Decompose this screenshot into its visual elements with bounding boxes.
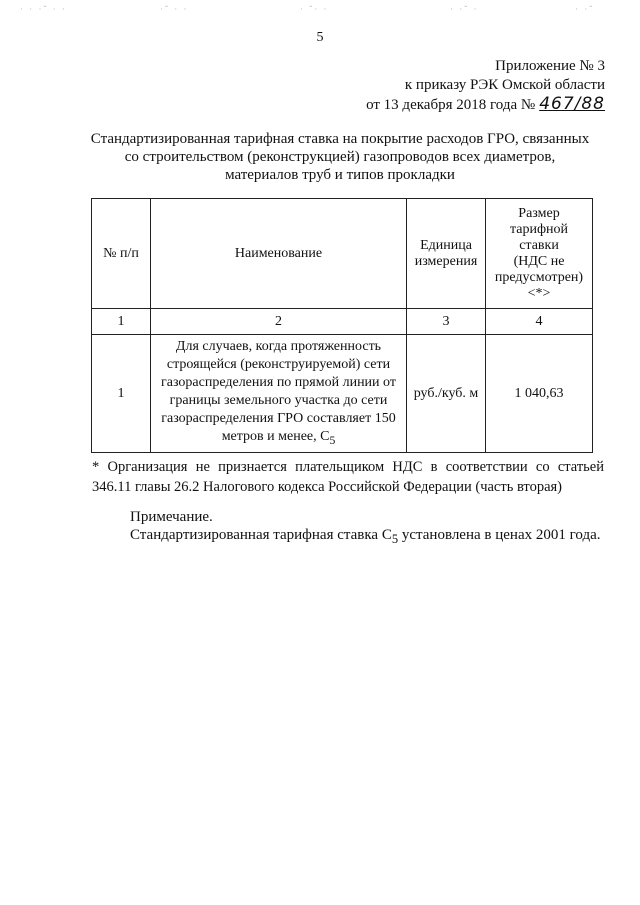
title-line-1: Стандартизированная тарифная ставка на покрытие расходов ГРО, связанных	[90, 131, 590, 147]
header-unit-line: Единица	[420, 237, 472, 253]
appendix-line-2: к приказу РЭК Омской области	[404, 77, 605, 93]
page-number: 5	[316, 30, 324, 45]
row-name-line: строящейся (реконструируемой) сети	[166, 356, 391, 372]
row-name-line	[155, 428, 402, 450]
note-text	[130, 527, 601, 547]
footnote-line-1: * Организация не признается плательщиком НДС в соответствии со статьей	[92, 459, 604, 475]
header-rate-line: ставки	[519, 237, 559, 253]
header-rate-line: <*>	[527, 285, 551, 301]
footnote-line-2: 346.11 главы 26.2 Налогового кодекса Российской Федерации (часть вторая)	[92, 479, 563, 495]
appendix-line-1: Приложение № 3	[495, 58, 605, 74]
header-unit	[407, 199, 486, 309]
column-number-row	[92, 309, 593, 335]
header-rate-line: предусмотрен)	[494, 269, 584, 285]
note-subscript: 5	[391, 532, 399, 546]
row-value: 1 040,63	[486, 335, 593, 453]
row-name-subscript: 5	[329, 433, 336, 447]
row-number: 1	[92, 335, 151, 453]
scan-artifact: · · ·ˇ · ·	[20, 4, 67, 14]
header-unit-line: измерения	[414, 253, 478, 269]
title-line-3: материалов труб и типов прокладки	[225, 167, 455, 183]
note-text-suffix: установлена в ценах 2001 года.	[398, 527, 601, 543]
scan-artifact: · ·ˇ ·	[450, 4, 479, 14]
column-number: 4	[486, 309, 593, 335]
row-name	[151, 335, 407, 453]
header-rate-line: тарифной	[509, 221, 569, 237]
table-header-row	[92, 199, 593, 309]
row-name-line: газораспределения ГРО составляет 150	[161, 410, 396, 426]
appendix-date: от 13 декабря 2018 года №	[366, 97, 536, 113]
scan-artifact: · ˇ· ·	[300, 4, 329, 14]
title-line-2: со строительством (реконструкцией) газопроводов всех диаметров,	[124, 149, 556, 165]
row-name-line: газораспределения по прямой линии от	[161, 374, 396, 390]
document-title	[80, 130, 600, 184]
row-name-line: Для случаев, когда протяженность	[175, 338, 382, 354]
header-rate-line: Размер	[518, 205, 560, 221]
scan-artifact: ·ˇ · ·	[160, 4, 189, 14]
appendix-line-3	[366, 95, 605, 115]
row-name-text: метров и менее, C	[221, 428, 330, 444]
header-number: № п/п	[92, 199, 151, 309]
column-number: 1	[92, 309, 151, 335]
scan-artifact: · ·ˇ	[575, 4, 595, 14]
appendix-header	[366, 57, 605, 115]
column-number: 3	[407, 309, 486, 335]
row-unit: руб./куб. м	[407, 335, 486, 453]
header-rate	[486, 199, 593, 309]
header-rate-line: (НДС не	[513, 253, 565, 269]
tariff-table	[91, 198, 593, 453]
table-row	[92, 335, 593, 453]
footnote	[92, 457, 604, 497]
column-number: 2	[151, 309, 407, 335]
header-name: Наименование	[151, 199, 407, 309]
row-name-line: границы земельного участка до сети	[169, 392, 388, 408]
note-text-prefix: Стандартизированная тарифная ставка С	[130, 527, 392, 543]
note-title: Примечание.	[130, 509, 213, 525]
handwritten-order-number: 467/88	[539, 94, 605, 114]
